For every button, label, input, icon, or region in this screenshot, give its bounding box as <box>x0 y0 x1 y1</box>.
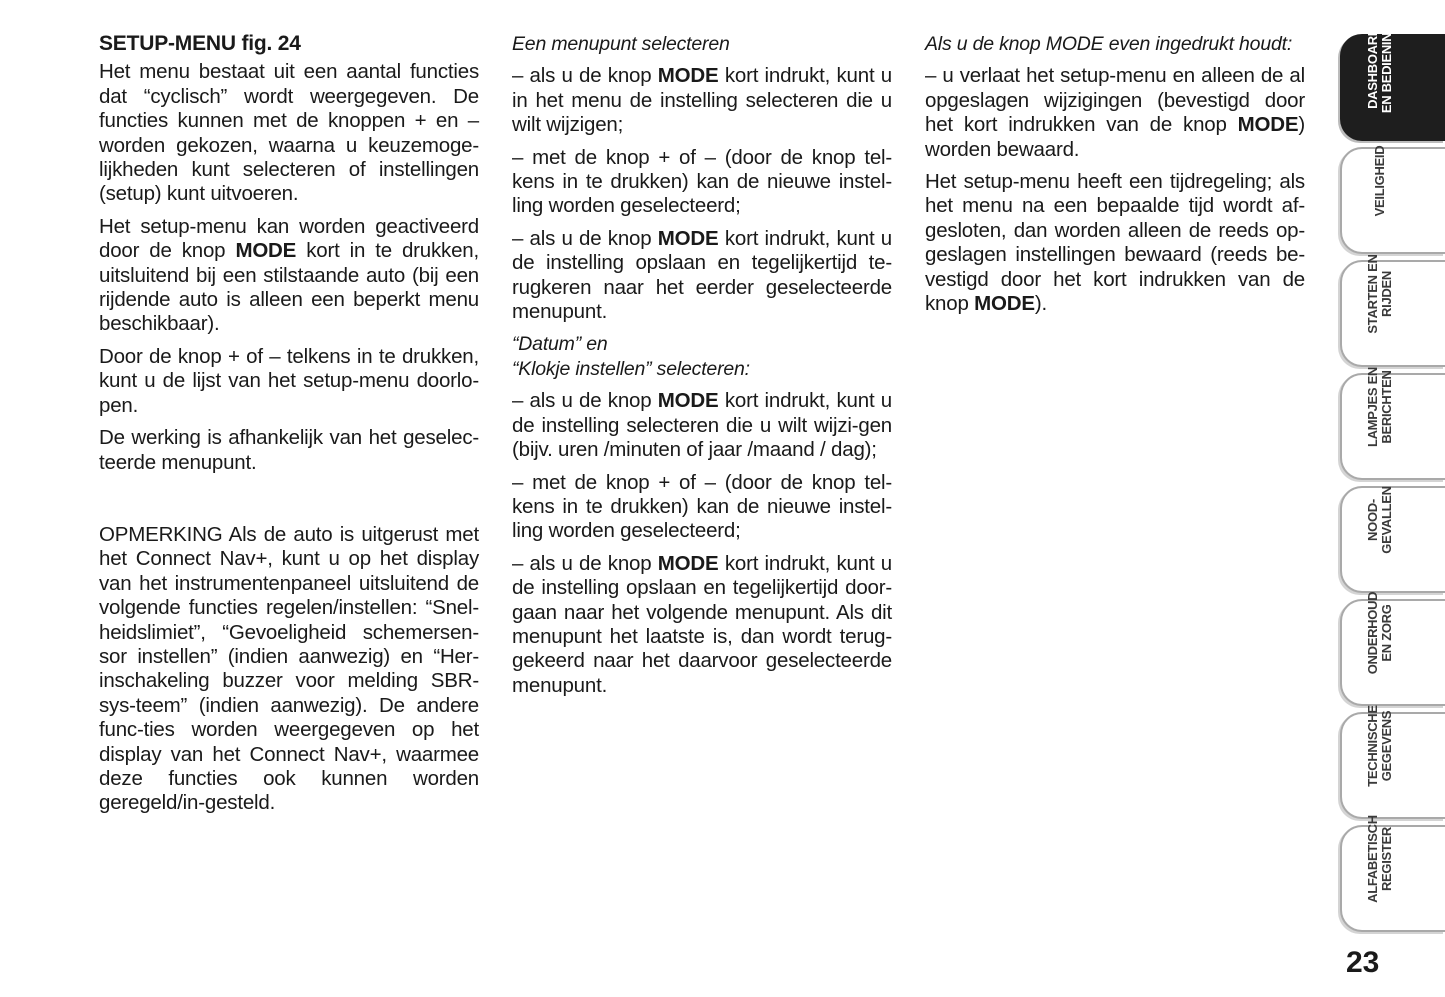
tab-lampjes-en-berichten[interactable] <box>1340 366 1445 480</box>
tab-label: NOOD- GEVALLEN <box>1365 485 1394 554</box>
paragraph: – als u de knop MODE kort indrukt, kunt u de instelling opslaan en tegelijkertijd te-rugkeren naar het eerder geselecteerde menupunt. <box>512 226 892 324</box>
tab-label: ONDERHOUD EN ZORG <box>1365 591 1394 674</box>
page-number: 23 <box>1346 946 1380 979</box>
section-heading: SETUP-MENU fig. 24 <box>99 32 301 55</box>
column-right <box>925 32 1305 324</box>
chapter-tabs <box>1340 22 1445 938</box>
tab-label: LAMPJES EN BERICHTEN <box>1365 366 1394 447</box>
tab-starten-en-rijden[interactable] <box>1340 253 1445 367</box>
tab-label: STARTEN EN RIJDEN <box>1365 253 1394 334</box>
paragraph: – u verlaat het setup-menu en alleen de al opgeslagen wijzigingen (bevestigd door het kort indrukken van de knop MODE) worden bewaard. <box>925 64 1305 161</box>
subheading: Een menupunt selecteren <box>512 33 730 55</box>
paragraph: Door de knop + of – telkens in te drukken, kunt u de lijst van het setup-menu doorlo-pen. <box>99 344 479 417</box>
subheading: “Datum” en “Klokje instellen” selecteren: <box>512 333 750 380</box>
paragraph: – met de knop + of – (door de knop tel-kens in te drukken) kan de nieuwe instel-ling worden geselecteerd; <box>512 145 892 218</box>
tab-alfabetisch-register[interactable] <box>1340 814 1445 932</box>
column-middle <box>512 32 892 706</box>
tab-technische-gegevens[interactable] <box>1340 704 1445 819</box>
tab-label: ALFABETISCH REGISTER <box>1365 814 1394 903</box>
paragraph: – als u de knop MODE kort indrukt, kunt u de instelling opslaan en tegelijkertijd door-gaan naar het volgende menupunt. Als dit menupunt het laatste is, dan wordt terug-gekeerd naar het daarvoor geselecteerde menupunt. <box>512 551 892 697</box>
paragraph: Het setup-menu kan worden geactiveerd door de knop MODE kort in te drukken, uitsluitend bij een stilstaande auto (bij een rijdende auto is alleen een beperkt menu beschikbaar). <box>99 214 479 336</box>
column-left <box>99 32 479 824</box>
tab-label: VEILIGHEID <box>1372 145 1387 216</box>
paragraph: De werking is afhankelijk van het geselec-teerde menupunt. <box>99 426 479 474</box>
note-paragraph: OPMERKING Als de auto is uitgerust met het Connect Nav+, kunt u op het display van het instrumentenpaneel uitsluitend de volgende functies regelen/instellen: “Snel-heidslimiet”, “Gevoeligheid schemersen-sor instellen” (indien aanwezig) en “Her-inschakeling buzzer voor melding SBR-sys-teem” (indien aanwezig). De andere func-ties worden weergegeven op het display van het Connect Nav+, waarmee deze functies ook kunnen worden geregeld/in-gesteld. <box>99 522 479 815</box>
paragraph: Het setup-menu heeft een tijdregeling; als het menu na een bepaalde tijd wordt af-gesloten, dan worden alleen de reeds op-geslagen instellingen bewaard (reeds be-vestigd door het kort indrukken van de knop MODE). <box>925 170 1305 316</box>
tab-onderhoud-en-zorg[interactable] <box>1340 591 1445 706</box>
tab-dashboard-en-bediening[interactable] <box>1340 22 1445 141</box>
tab-label: DASHBOARD EN BEDIENING <box>1365 22 1394 113</box>
tab-noodgevallen[interactable] <box>1340 486 1445 593</box>
paragraph: – met de knop + of – (door de knop tel-kens in te drukken) kan de nieuwe instel-ling worden geselecteerd; <box>512 470 892 543</box>
paragraph: Het menu bestaat uit een aantal functies dat “cyclisch” wordt weergegeven. De functies kunnen met de knoppen + en – worden gekozen, waarna u keuzemoge-lijkheden kunt selecteren of instellingen (setup) kunt uitvoeren. <box>99 60 479 206</box>
paragraph: – als u de knop MODE kort indrukt, kunt u de instelling selecteren die u wilt wijzi-gen (bijv. uren /minuten of jaar /maand / dag); <box>512 389 892 462</box>
tab-veiligheid[interactable] <box>1340 147 1445 254</box>
paragraph: – als u de knop MODE kort indrukt, kunt u in het menu de instelling selecteren die u wilt wijzigen; <box>512 64 892 137</box>
subheading: Als u de knop MODE even ingedrukt houdt: <box>925 33 1293 55</box>
tab-label: TECHNISCHE GEGEVENS <box>1365 704 1394 787</box>
